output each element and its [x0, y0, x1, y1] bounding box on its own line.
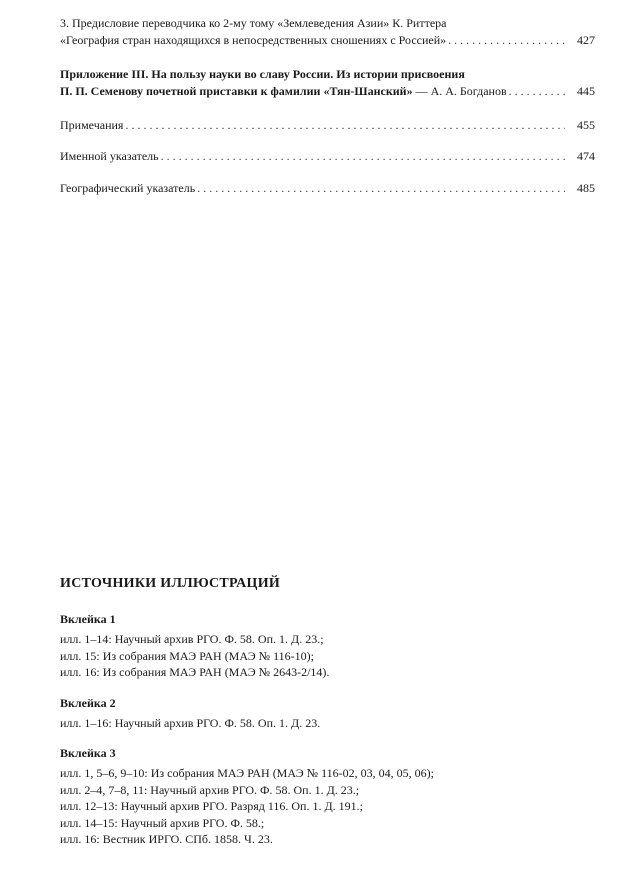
sources-heading: ИСТОЧНИКИ ИЛЛЮСТРАЦИЙ: [60, 576, 281, 591]
dot-leader: [125, 117, 565, 134]
source-line: илл. 14–15: Научный архив РГО. Ф. 58.;: [60, 815, 265, 830]
toc-entry-line: 3. Предисловие переводчика ко 2-му тому «Землеведения Азии» К. Риттера: [60, 16, 447, 30]
toc-entry-last-line: [60, 117, 595, 134]
toc-entry-text: [60, 83, 507, 100]
insert-section: [60, 745, 595, 848]
toc-page-number: 445: [577, 83, 595, 98]
insert-title: Вклейка 3: [60, 746, 116, 760]
toc-entry: [60, 66, 595, 100]
insert-section: [60, 695, 595, 732]
insert-title: Вклейка 1: [60, 612, 116, 626]
dot-leader: [161, 148, 565, 165]
source-line: илл. 16: Из собрания МАЭ РАН (МАЭ № 2643-2/14).: [60, 665, 330, 679]
toc-entry-last-line: [60, 180, 595, 197]
source-line: илл. 15: Из собрания МАЭ РАН (МАЭ № 116-10);: [60, 648, 314, 663]
source-line: илл. 1–14: Научный архив РГО. Ф. 58. Оп. 1. Д. 23.;: [60, 632, 324, 646]
insert-section: [60, 611, 595, 681]
dot-leader: [509, 83, 565, 100]
toc-entry-text: Именной указатель: [60, 149, 159, 163]
illustration-sources: [60, 575, 595, 862]
source-line: илл. 1, 5–6, 9–10: Из собрания МАЭ РАН (МАЭ № 116-02, 03, 04, 05, 06);: [60, 766, 434, 780]
toc-entry-last-line: [60, 148, 595, 165]
toc-page-number: 474: [577, 149, 595, 163]
toc-entry: [60, 117, 595, 134]
toc-entry-title: П. П. Семенову почетной приставки к фамилии «Тян-Шанский»: [60, 83, 413, 98]
toc-entry-last-line: [60, 83, 595, 100]
source-line: илл. 2–4, 7–8, 11: Научный архив РГО. Ф. 58. Оп. 1. Д. 23.;: [60, 782, 360, 797]
source-line: илл. 1–16: Научный архив РГО. Ф. 58. Оп. 1. Д. 23.: [60, 715, 321, 730]
toc-entry: [60, 148, 595, 165]
toc-page-number: 455: [577, 118, 595, 132]
source-line: илл. 12–13: Научный архив РГО. Разряд 116. Оп. 1. Д. 191.;: [60, 799, 363, 813]
source-line: илл. 16: Вестник ИРГО. СПб. 1858. Ч. 23.: [60, 832, 273, 846]
toc-entry-text: Географический указатель: [60, 181, 196, 195]
toc-entry-text: Примечания: [60, 118, 124, 132]
insert-title: Вклейка 2: [60, 695, 116, 710]
dot-leader: [197, 180, 565, 197]
toc-page-number: 485: [577, 181, 595, 195]
toc-entry-last-line: [60, 32, 595, 49]
toc-entry-line: Приложение III. На пользу науки во славу России. Из истории присвоения: [60, 67, 465, 81]
toc-entry-text: «География стран находящихся в непосредственных сношениях с Россией»: [60, 32, 447, 47]
toc-entry: [60, 15, 595, 49]
toc-page-number: 427: [577, 32, 595, 47]
dot-leader: [448, 32, 565, 49]
toc-entry-author: — А. А. Богданов: [412, 83, 507, 98]
toc-entry: [60, 180, 595, 197]
